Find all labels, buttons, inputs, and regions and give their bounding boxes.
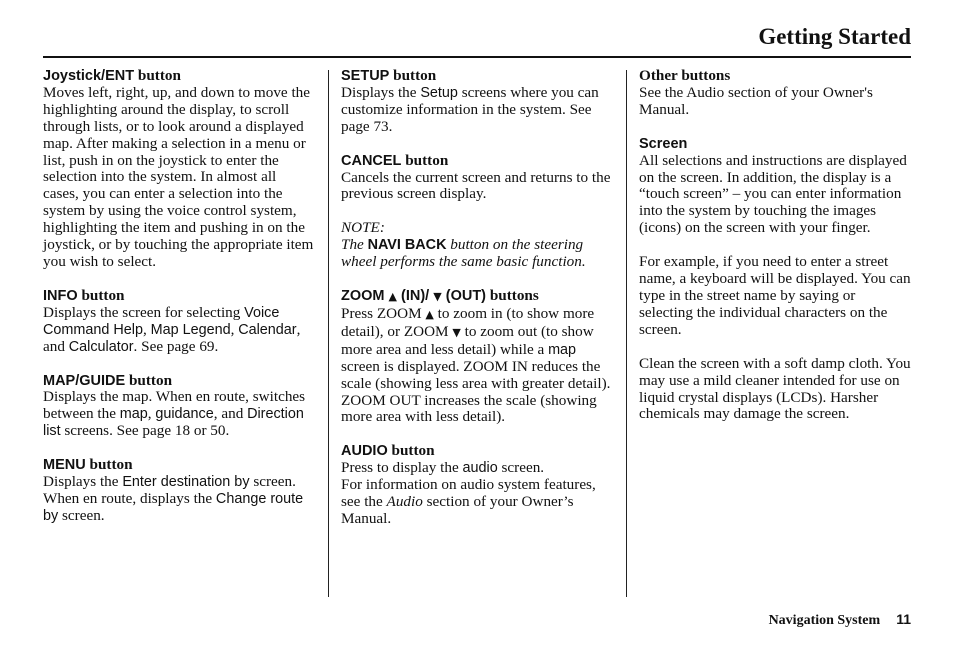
section-heading: MAP/GUIDE button [43, 371, 173, 389]
section-body: Displays the Enter destination by screen. When en route, displays the Change route by screen. [43, 473, 304, 524]
section-body: For information on audio system features, see the Audio section of your Owner’s Manual. [341, 476, 596, 527]
note-body: The NAVI BACK button on the steering wheel performs the same basic function. [341, 236, 586, 271]
section-heading: MENU button [43, 456, 133, 474]
section-heading: Joystick/ENT button [43, 67, 181, 84]
zoom-out-icon: ▼ [452, 325, 461, 339]
column-divider [328, 70, 329, 597]
section-body: Displays the screen for selecting Voice Command Help, Map Legend, Calendar, and Calculator. See page 69. [43, 303, 301, 355]
column-right [639, 68, 911, 440]
zoom-in-icon: ▲ [425, 307, 434, 321]
section-heading: AUDIO button [341, 442, 435, 460]
section-heading: SETUP button [341, 67, 437, 84]
joystick-section [43, 68, 315, 271]
section-body: Cancels the current screen and returns to the previous screen display. [341, 168, 611, 203]
section-body: Press to display the audio screen. [341, 459, 545, 477]
section-body: Press ZOOM ▲ to zoom in (to show more detail), or ZOOM ▼ to zoom out (to show more area and less detail) while a map screen is displayed. ZOOM IN reduces the scale (showing less area with greater detail). ZOOM OUT increases the scale (showing more area with less detail). [341, 304, 611, 426]
section-body: Displays the Setup screens where you can customize information in the system. See page 73. [341, 83, 599, 135]
section-body: Displays the map. When en route, switches between the map, guidance, and Direction list screens. See page 18 or 50. [43, 388, 306, 440]
footer-label: Navigation System [768, 613, 881, 628]
setup-section [341, 68, 613, 136]
screen-section [639, 136, 911, 424]
zoom-out-icon: ▼ [433, 290, 442, 304]
map-guide-section [43, 373, 315, 441]
section-heading: Screen [639, 135, 688, 152]
other-buttons-section [639, 68, 911, 119]
audio-section [341, 443, 613, 528]
note-label: NOTE: [341, 219, 385, 237]
page-number: 11 [896, 611, 911, 627]
section-body: All selections and instructions are displayed on the screen. In addition, the display is a “touch screen” – you can enter information into the system by touching the images (icons) on the screen with your finger. [639, 151, 907, 237]
page-footer [769, 611, 911, 629]
zoom-section [341, 288, 613, 426]
section-body: Clean the screen with a soft damp cloth. You may use a mild cleaner intended for use on liquid crystal displays (LCDs). Harsher chemicals may damage the screen. [639, 354, 911, 423]
section-body: See the Audio section of your Owner's Manual. [639, 83, 873, 118]
section-heading: CANCEL button [341, 151, 449, 169]
section-heading: Other buttons [639, 67, 731, 84]
info-section [43, 288, 315, 356]
column-middle [341, 68, 613, 545]
section-body: Moves left, right, up, and down to move the highlighting around the display, to scroll through lists, or to look around a displayed map. After making a selection in a menu or list, push in on the joystick to enter the selection into the system. In almost all cases, you can enter a selection into the system by using the voice control system, highlighting the item and pushing in on the joystick, or by touching the appropriate item you wish to select. [43, 83, 314, 270]
zoom-in-icon: ▲ [388, 290, 397, 304]
section-body: For example, if you need to enter a street name, a keyboard will be displayed. You can type in the street name by saying or selecting the individual characters on the screen. [639, 253, 911, 338]
cancel-section [341, 153, 613, 204]
column-divider [626, 70, 627, 597]
menu-section [43, 457, 315, 525]
title-rule [43, 56, 911, 58]
page-title: Getting Started [758, 24, 911, 49]
section-heading: ZOOM ▲ (IN)/ ▼ (OUT) buttons [341, 287, 539, 305]
section-heading: INFO button [43, 286, 125, 304]
column-left [43, 68, 315, 542]
note-section [341, 220, 613, 271]
